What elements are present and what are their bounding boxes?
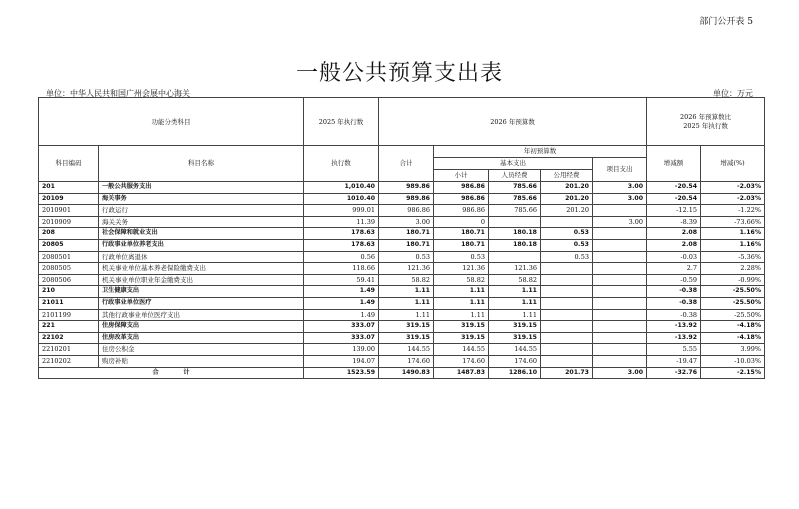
- cell-name: 海关事务: [99, 193, 304, 205]
- cell-inc: -20.54: [647, 193, 701, 205]
- cell-exec: 1.49: [304, 286, 379, 298]
- cell-inc: 2.7: [647, 263, 701, 275]
- table-row: [39, 355, 765, 367]
- cell-code: 221: [39, 321, 99, 333]
- cell-pers: 319.15: [489, 332, 541, 344]
- cell-inc: -0.38: [647, 286, 701, 298]
- cell-name: 购房补贴: [99, 355, 304, 367]
- cell-pct: -5.36%: [701, 251, 765, 263]
- cell-total: 3.00: [379, 216, 434, 228]
- cell-pers: 174.60: [489, 355, 541, 367]
- cell-exec: 1010.40: [304, 193, 379, 205]
- cell-pct: 2.28%: [701, 263, 765, 275]
- cell-pct: 3.99%: [701, 344, 765, 356]
- cell-inc: -13.92: [647, 332, 701, 344]
- total-exec: 1523.59: [304, 367, 379, 379]
- table-row: [39, 344, 765, 356]
- budget-table: [38, 97, 765, 379]
- cell-proj: 3.00: [593, 216, 647, 228]
- cell-name: 行政运行: [99, 205, 304, 217]
- cell-sub: 121.36: [434, 263, 489, 275]
- cell-code: 22102: [39, 332, 99, 344]
- cell-pct: 1.16%: [701, 228, 765, 240]
- cell-pers: 180.18: [489, 228, 541, 240]
- cell-proj: [593, 332, 647, 344]
- cell-total: 989.86: [379, 182, 434, 194]
- cell-code: 2210201: [39, 344, 99, 356]
- header-year-initial: 年初预算数: [434, 146, 647, 158]
- header-subtotal: 小计: [434, 170, 489, 182]
- table-row: [39, 309, 765, 321]
- total-label: 合 计: [39, 367, 304, 379]
- cell-exec: 333.07: [304, 332, 379, 344]
- table-row: [39, 321, 765, 333]
- cell-name: 机关事业单位基本养老保险缴费支出: [99, 263, 304, 275]
- cell-pers: 180.18: [489, 239, 541, 251]
- table-row: [39, 332, 765, 344]
- cell-name: 住房改革支出: [99, 332, 304, 344]
- cell-pers: [489, 216, 541, 228]
- total-total: 1490.83: [379, 367, 434, 379]
- unit-right: 单位：万元: [713, 89, 753, 98]
- table-row: [39, 263, 765, 275]
- page-tag: 部门公开表 5: [699, 17, 753, 27]
- cell-exec: 194.07: [304, 355, 379, 367]
- cell-pers: 319.15: [489, 321, 541, 333]
- cell-inc: -0.38: [647, 309, 701, 321]
- header-inc-pct: 增减(%): [701, 146, 765, 182]
- cell-inc: -20.54: [647, 182, 701, 194]
- cell-pub: [541, 355, 593, 367]
- cell-pers: 144.55: [489, 344, 541, 356]
- cell-sub: 986.86: [434, 193, 489, 205]
- table-row: [39, 239, 765, 251]
- cell-exec: 1,010.40: [304, 182, 379, 194]
- header-exec-2025: 2025 年执行数: [304, 98, 379, 146]
- header-personnel: 人员经费: [489, 170, 541, 182]
- total-pct: -2.15%: [701, 367, 765, 379]
- cell-proj: [593, 355, 647, 367]
- cell-exec: 11.39: [304, 216, 379, 228]
- cell-pub: 201.20: [541, 205, 593, 217]
- header-basic: 基本支出: [434, 158, 593, 170]
- cell-code: 2080505: [39, 263, 99, 275]
- header-project: 项目支出: [593, 158, 647, 182]
- cell-code: 208: [39, 228, 99, 240]
- cell-exec: 178.63: [304, 228, 379, 240]
- cell-name: 机关事业单位职业年金缴费支出: [99, 274, 304, 286]
- cell-pct: -10.03%: [701, 355, 765, 367]
- cell-sub: 180.71: [434, 239, 489, 251]
- cell-code: 210: [39, 286, 99, 298]
- cell-total: 180.71: [379, 228, 434, 240]
- cell-proj: [593, 309, 647, 321]
- cell-sub: 986.86: [434, 182, 489, 194]
- cell-proj: [593, 239, 647, 251]
- cell-sub: 180.71: [434, 228, 489, 240]
- table-row: [39, 251, 765, 263]
- cell-proj: [593, 274, 647, 286]
- cell-exec: 0.56: [304, 251, 379, 263]
- cell-pub: [541, 274, 593, 286]
- cell-sub: 174.60: [434, 355, 489, 367]
- cell-pub: 0.53: [541, 251, 593, 263]
- cell-inc: 2.08: [647, 239, 701, 251]
- cell-code: 20805: [39, 239, 99, 251]
- cell-pers: 1.11: [489, 297, 541, 309]
- cell-proj: [593, 228, 647, 240]
- total-inc: -32.76: [647, 367, 701, 379]
- cell-pers: 785.66: [489, 182, 541, 194]
- header-budget-2026: 2026 年预算数: [379, 98, 647, 146]
- table-row: [39, 286, 765, 298]
- cell-pct: 1.16%: [701, 239, 765, 251]
- cell-code: 2010909: [39, 216, 99, 228]
- header-compare: 2026 年预算数比 2025 年执行数: [647, 98, 765, 146]
- cell-proj: [593, 321, 647, 333]
- header-public: 公用经费: [541, 170, 593, 182]
- cell-pub: [541, 216, 593, 228]
- total-sub: 1487.83: [434, 367, 489, 379]
- cell-pub: [541, 297, 593, 309]
- table-row: [39, 228, 765, 240]
- cell-pct: -4.18%: [701, 332, 765, 344]
- total-pers: 1286.10: [489, 367, 541, 379]
- cell-exec: 1.49: [304, 297, 379, 309]
- cell-pub: [541, 321, 593, 333]
- cell-proj: [593, 251, 647, 263]
- cell-total: 1.11: [379, 297, 434, 309]
- cell-sub: 319.15: [434, 332, 489, 344]
- cell-exec: 999.01: [304, 205, 379, 217]
- table-row: [39, 182, 765, 194]
- header-code: 科目编码: [39, 146, 99, 182]
- cell-exec: 178.63: [304, 239, 379, 251]
- cell-pct: -2.03%: [701, 193, 765, 205]
- cell-pub: [541, 286, 593, 298]
- cell-proj: [593, 297, 647, 309]
- cell-inc: -0.59: [647, 274, 701, 286]
- cell-exec: 139.00: [304, 344, 379, 356]
- header-inc-amount: 增减额: [647, 146, 701, 182]
- table-row: [39, 274, 765, 286]
- cell-sub: 0.53: [434, 251, 489, 263]
- cell-sub: 986.86: [434, 205, 489, 217]
- cell-total: 58.82: [379, 274, 434, 286]
- cell-inc: 5.55: [647, 344, 701, 356]
- cell-name: 一般公共服务支出: [99, 182, 304, 194]
- cell-pct: -25.50%: [701, 309, 765, 321]
- cell-name: 住房公积金: [99, 344, 304, 356]
- cell-pub: [541, 309, 593, 321]
- cell-pub: 0.53: [541, 239, 593, 251]
- cell-name: 社会保障和就业支出: [99, 228, 304, 240]
- cell-pub: 201.20: [541, 193, 593, 205]
- cell-sub: 319.15: [434, 321, 489, 333]
- cell-code: 201: [39, 182, 99, 194]
- cell-pers: 785.66: [489, 205, 541, 217]
- cell-pers: 1.11: [489, 309, 541, 321]
- cell-pct: -4.18%: [701, 321, 765, 333]
- cell-code: 2080506: [39, 274, 99, 286]
- cell-sub: 0: [434, 216, 489, 228]
- cell-pct: -25.50%: [701, 297, 765, 309]
- cell-pers: [489, 251, 541, 263]
- cell-total: 174.60: [379, 355, 434, 367]
- cell-pub: [541, 332, 593, 344]
- cell-pub: 201.20: [541, 182, 593, 194]
- header-func-class: 功能分类科目: [39, 98, 304, 146]
- total-pub: 201.73: [541, 367, 593, 379]
- table-body: [39, 182, 765, 379]
- cell-code: 2080501: [39, 251, 99, 263]
- cell-exec: 118.66: [304, 263, 379, 275]
- cell-code: 2101199: [39, 309, 99, 321]
- cell-pers: 785.66: [489, 193, 541, 205]
- cell-sub: 1.11: [434, 297, 489, 309]
- table-row: [39, 193, 765, 205]
- cell-pct: -1.22%: [701, 205, 765, 217]
- cell-name: 行政事业单位养老支出: [99, 239, 304, 251]
- cell-inc: -0.38: [647, 297, 701, 309]
- cell-pers: 58.82: [489, 274, 541, 286]
- cell-inc: -19.47: [647, 355, 701, 367]
- cell-proj: 3.00: [593, 182, 647, 194]
- cell-total: 989.86: [379, 193, 434, 205]
- table-row: [39, 216, 765, 228]
- cell-total: 1.11: [379, 286, 434, 298]
- header-name: 科目名称: [99, 146, 304, 182]
- cell-sub: 58.82: [434, 274, 489, 286]
- cell-total: 144.55: [379, 344, 434, 356]
- cell-exec: 59.41: [304, 274, 379, 286]
- cell-name: 住房保障支出: [99, 321, 304, 333]
- cell-proj: [593, 263, 647, 275]
- cell-pers: 121.36: [489, 263, 541, 275]
- cell-exec: 333.07: [304, 321, 379, 333]
- cell-name: 卫生健康支出: [99, 286, 304, 298]
- cell-name: 行政单位离退休: [99, 251, 304, 263]
- cell-pub: 0.53: [541, 228, 593, 240]
- cell-pct: -0.99%: [701, 274, 765, 286]
- cell-name: 其他行政事业单位医疗支出: [99, 309, 304, 321]
- cell-pct: -73.66%: [701, 216, 765, 228]
- total-row: [39, 367, 765, 379]
- cell-pers: 1.11: [489, 286, 541, 298]
- cell-sub: 144.55: [434, 344, 489, 356]
- cell-total: 319.15: [379, 321, 434, 333]
- cell-code: 21011: [39, 297, 99, 309]
- cell-proj: 3.00: [593, 193, 647, 205]
- cell-name: 海关关务: [99, 216, 304, 228]
- total-proj: 3.00: [593, 367, 647, 379]
- cell-total: 1.11: [379, 309, 434, 321]
- cell-inc: -13.92: [647, 321, 701, 333]
- cell-total: 319.15: [379, 332, 434, 344]
- header-total: 合计: [379, 146, 434, 182]
- cell-proj: [593, 286, 647, 298]
- table-row: [39, 297, 765, 309]
- cell-pct: -25.50%: [701, 286, 765, 298]
- cell-inc: -8.39: [647, 216, 701, 228]
- cell-sub: 1.11: [434, 286, 489, 298]
- cell-inc: -0.03: [647, 251, 701, 263]
- cell-code: 20109: [39, 193, 99, 205]
- header-exec: 执行数: [304, 146, 379, 182]
- cell-total: 121.36: [379, 263, 434, 275]
- page-title: 一般公共预算支出表: [295, 61, 503, 86]
- cell-proj: [593, 344, 647, 356]
- cell-total: 0.53: [379, 251, 434, 263]
- cell-inc: 2.08: [647, 228, 701, 240]
- unit-left: 单位：中华人民共和国广州会展中心海关: [46, 89, 190, 98]
- cell-exec: 1.49: [304, 309, 379, 321]
- cell-proj: [593, 205, 647, 217]
- cell-name: 行政事业单位医疗: [99, 297, 304, 309]
- cell-sub: 1.11: [434, 309, 489, 321]
- cell-total: 180.71: [379, 239, 434, 251]
- cell-code: 2210202: [39, 355, 99, 367]
- cell-pub: [541, 344, 593, 356]
- cell-pct: -2.03%: [701, 182, 765, 194]
- cell-pub: [541, 263, 593, 275]
- cell-code: 2010901: [39, 205, 99, 217]
- cell-inc: -12.15: [647, 205, 701, 217]
- cell-total: 986.86: [379, 205, 434, 217]
- table-row: [39, 205, 765, 217]
